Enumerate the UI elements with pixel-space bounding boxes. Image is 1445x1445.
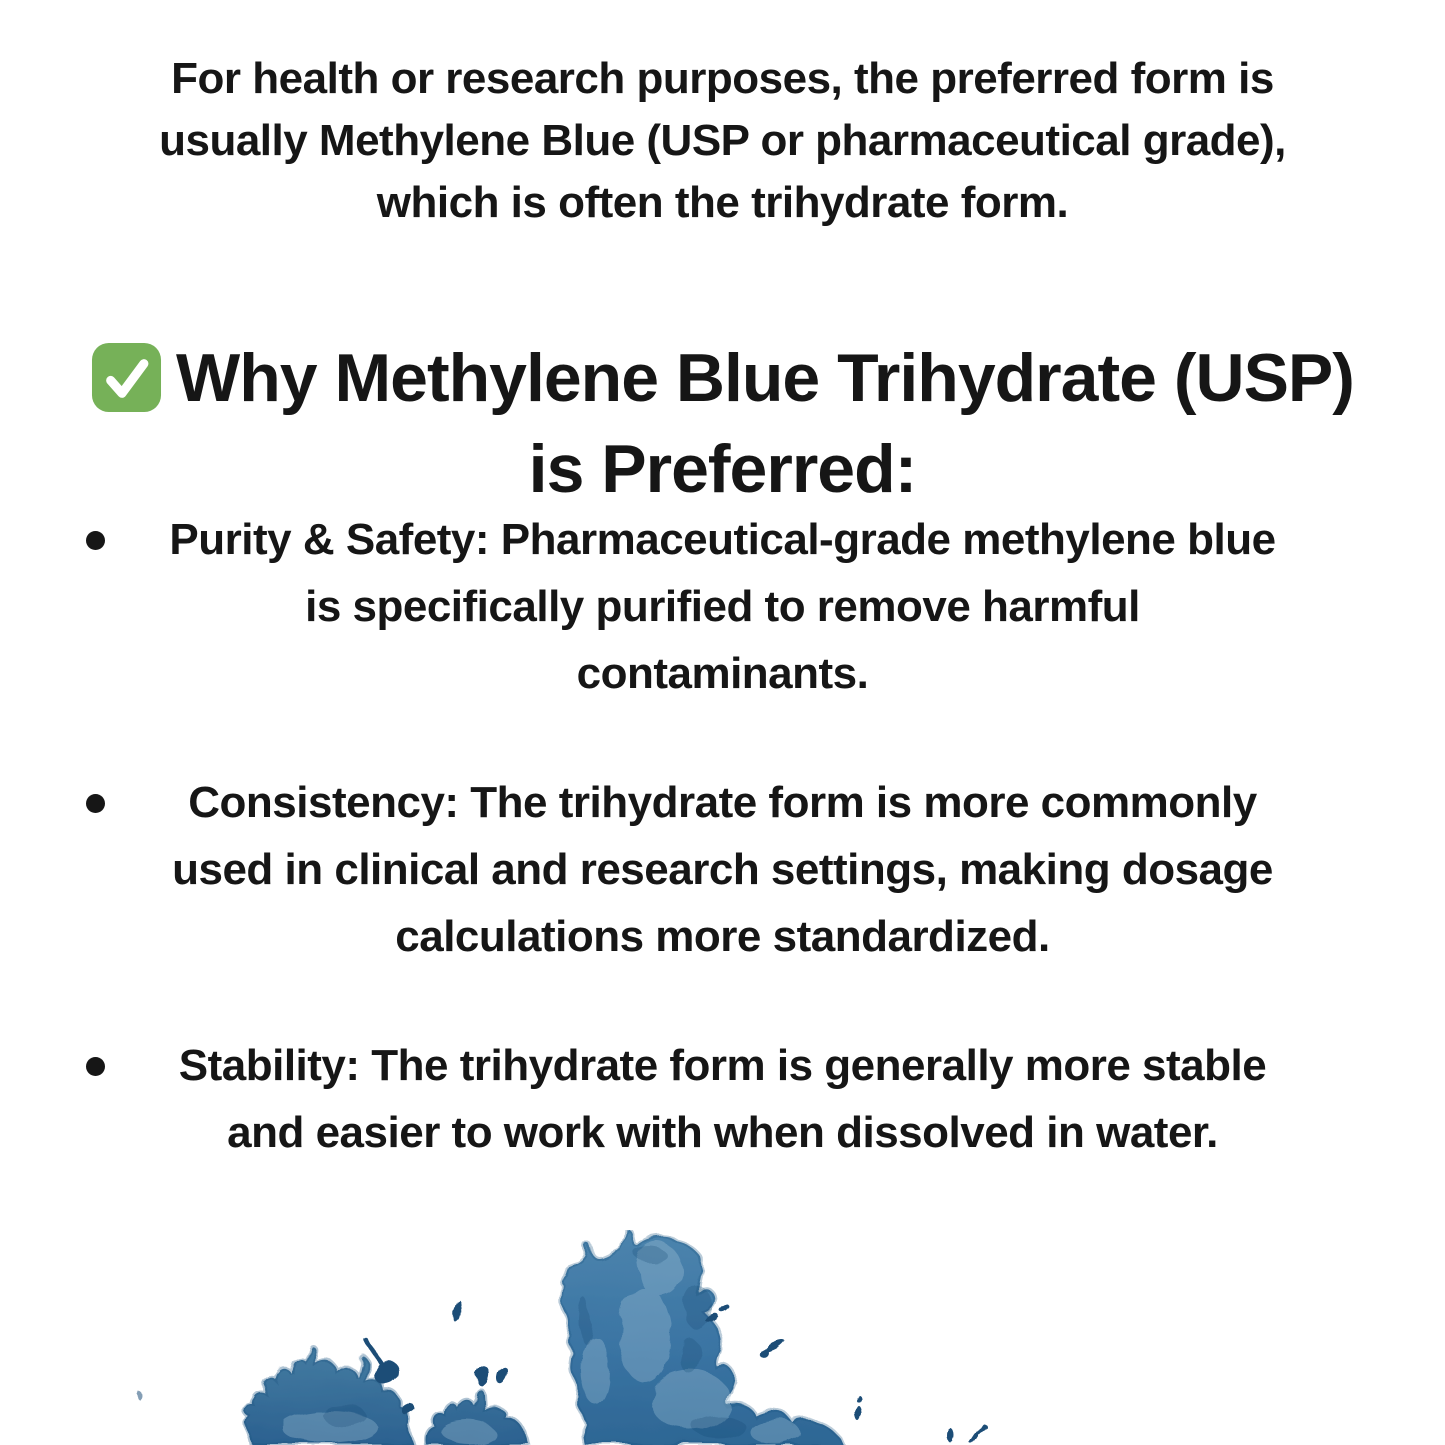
- bullet-line: Stability: The trihydrate form is generally more stable: [178, 1041, 1267, 1090]
- intro-line-1: For health or research purposes, the preferred form is: [171, 54, 1274, 103]
- intro-paragraph: [70, 48, 1375, 234]
- heading-text-line-2: is Preferred:: [528, 431, 917, 507]
- bullet-item-consistency: [58, 769, 1387, 970]
- heading-text-line-1: Why Methylene Blue Trihydrate (USP): [176, 340, 1354, 416]
- watercolor-splash-image: [0, 1230, 1445, 1445]
- bullet-item-stability: [58, 1032, 1387, 1166]
- bullet-line: and easier to work with when dissolved in water.: [227, 1108, 1218, 1157]
- bullet-dot: [86, 531, 105, 550]
- bullet-line: contaminants.: [576, 649, 869, 698]
- bullet-dot: [86, 1057, 105, 1076]
- bullet-item-purity-safety: [58, 506, 1387, 707]
- check-mark-icon: [91, 342, 162, 413]
- bullet-line: Purity & Safety: Pharmaceutical-grade methylene blue: [169, 515, 1276, 564]
- bullet-line: Consistency: The trihydrate form is more commonly: [188, 778, 1257, 827]
- bullet-line: is specifically purified to remove harmful: [305, 582, 1140, 631]
- heading-line-1: [25, 333, 1420, 424]
- intro-line-3: which is often the trihydrate form.: [376, 178, 1069, 227]
- bullet-line: used in clinical and research settings, making dosage: [172, 845, 1273, 894]
- intro-line-2: usually Methylene Blue (USP or pharmaceutical grade),: [159, 116, 1286, 165]
- section-heading: [25, 333, 1420, 515]
- benefits-list: [58, 506, 1387, 1228]
- bullet-line: calculations more standardized.: [395, 912, 1050, 961]
- bullet-dot: [86, 794, 105, 813]
